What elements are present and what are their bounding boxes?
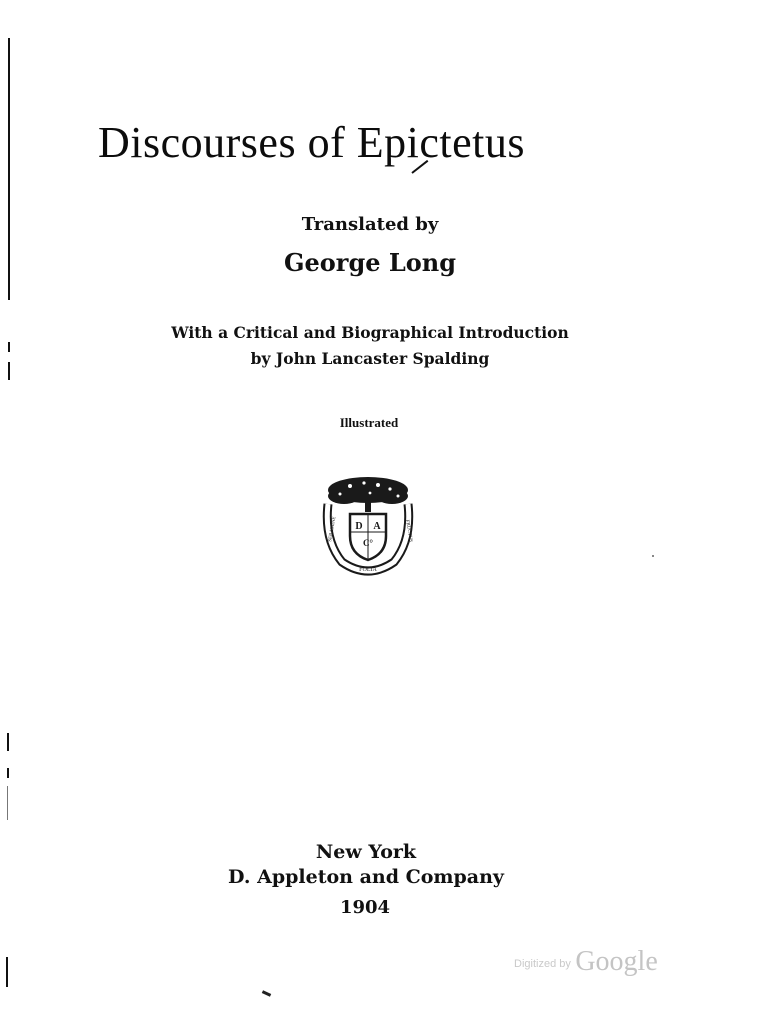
- svg-text:D: D: [355, 521, 363, 532]
- publisher-emblem-icon: [320, 474, 416, 578]
- imprint-publisher: D. Appleton and Company: [228, 866, 504, 888]
- illustrated-label: Illustrated: [339, 415, 399, 430]
- watermark-prefix: Digitized by: [514, 958, 571, 970]
- introduction-line-2: by John Lancaster Spalding: [250, 349, 490, 368]
- translator-name: George Long: [284, 248, 456, 277]
- scan-edge-mark: [6, 957, 8, 987]
- svg-text:SERAMINE: SERAMINE: [328, 516, 338, 543]
- imprint-year: 1904: [339, 897, 391, 918]
- digitized-watermark: [514, 946, 658, 978]
- imprint-city: New York: [315, 841, 417, 863]
- scan-speck: [652, 555, 654, 557]
- translated-by-label: Translated by: [301, 214, 439, 235]
- scan-speck: [262, 990, 271, 997]
- scan-edge-mark: [7, 768, 9, 778]
- google-logo-text: Google: [575, 946, 658, 977]
- scan-edge-mark: [7, 786, 8, 820]
- book-title: Discourses of Epictetus: [98, 118, 525, 167]
- svg-text:A: A: [373, 521, 381, 532]
- svg-text:FRUCTUS: FRUCTUS: [404, 519, 413, 543]
- svg-text:FOLIA: FOLIA: [359, 567, 377, 573]
- scan-edge-mark: [7, 733, 9, 751]
- introduction-line-1: With a Critical and Biographical Introduction: [171, 323, 569, 342]
- svg-text:C°: C°: [362, 538, 374, 548]
